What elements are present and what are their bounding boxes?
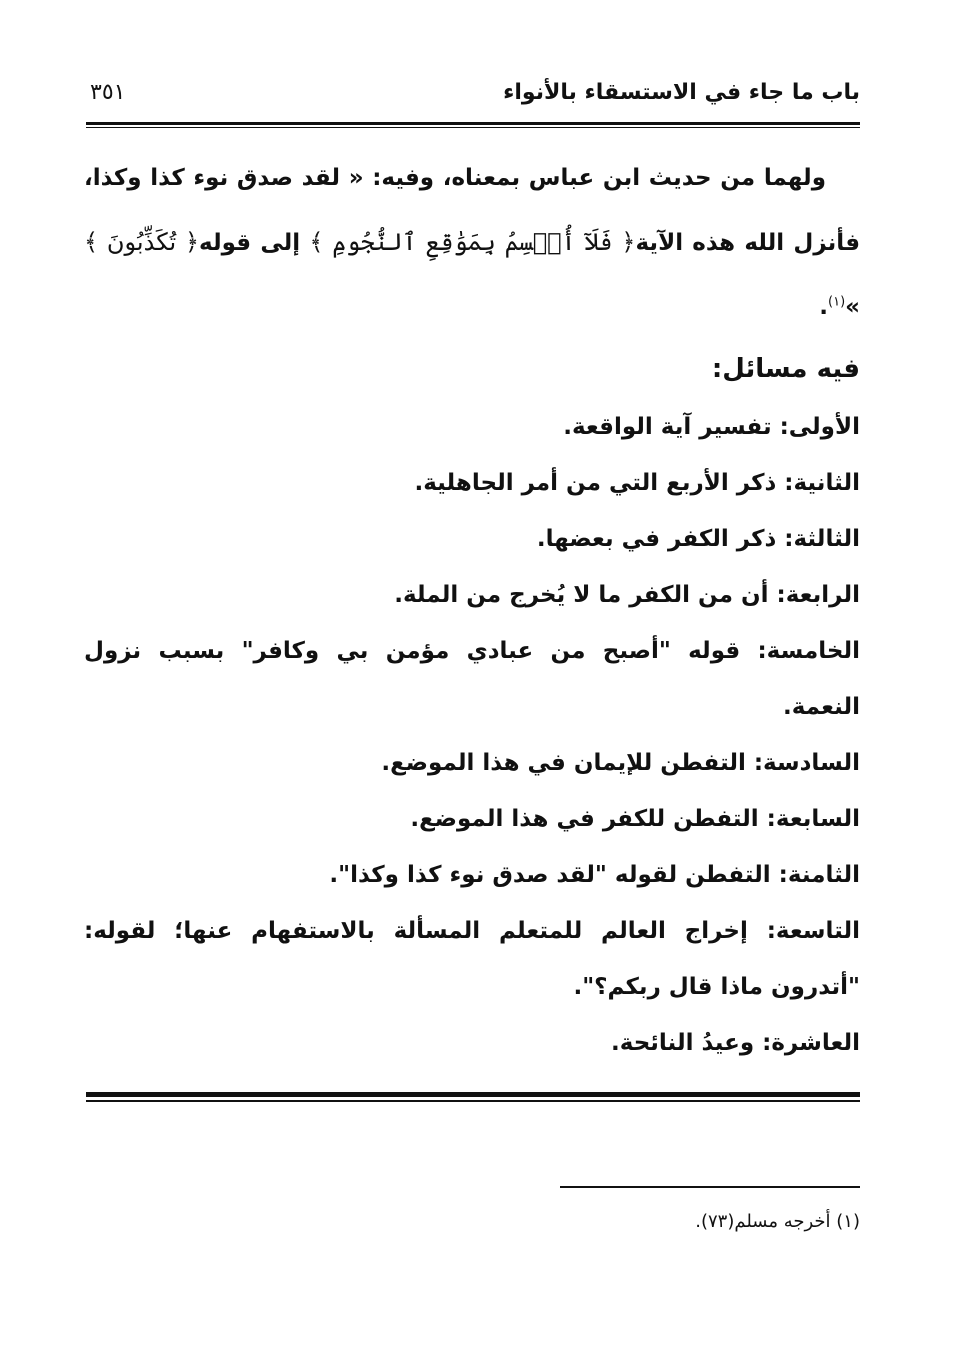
issue-item: السادسة: التفطن للإيمان في هذا الموضع.	[381, 750, 860, 776]
issue-item: الثالثة: ذكر الكفر في بعضها.	[536, 526, 860, 552]
chapter-title: باب ما جاء في الاستسقاء بالأنواء	[503, 80, 860, 105]
header-divider	[86, 122, 860, 128]
footnote-divider	[560, 1186, 860, 1188]
hadith-connector: إلى قوله	[199, 230, 310, 256]
issue-item: العاشرة: وعيدُ النائحة.	[611, 1030, 860, 1056]
footnote-reference: (١)	[828, 294, 846, 310]
issues-heading: فيه مسائل:	[711, 354, 860, 384]
issue-item: الثانية: ذكر الأربع التي من أمر الجاهلية.	[414, 470, 860, 496]
issue-item: التاسعة: إخراج العالم للمتعلم المسألة بالاستفهام عنها؛ لقوله: "أتدرون ماذا قال ربكم؟".	[84, 918, 860, 1000]
hadith-end: .	[819, 294, 828, 320]
issue-item: الأولى: تفسير آية الواقعة.	[563, 414, 860, 440]
issue-item: الثامنة: التفطن لقوله "لقد صدق نوء كذا وكذا".	[329, 862, 860, 888]
issues-list	[84, 399, 860, 1071]
content-end-divider	[86, 1092, 860, 1102]
quran-verse-2: ﴿ تُكَذِّبُونَ ﴾	[84, 228, 200, 256]
quran-verse-1: ﴿ فَلَآ أُقۡسِمُ بِمَوَٰقِعِ ٱلنُّجُومِ ﴾	[309, 228, 636, 256]
page-number: ٣٥١	[90, 80, 126, 105]
hadith-paragraph	[84, 146, 860, 339]
footnote: (١) أخرجه مسلم(٧٣).	[695, 1211, 860, 1232]
hadith-prose: ولهما من حديث ابن عباس بمعناه، وفيه: « لقد صدق نوء كذا وكذا، فأنزل الله هذه الآية	[84, 165, 860, 256]
page-body	[84, 146, 860, 1071]
issue-item: السابعة: التفطن للكفر في هذا الموضع.	[410, 806, 860, 832]
page-header	[86, 74, 860, 118]
issue-item: الخامسة: قوله "أصبح من عبادي مؤمن بي وكافر" بسبب نزول النعمة.	[84, 638, 860, 720]
issue-item: الرابعة: أن من الكفر ما لا يُخرج من الملة.	[394, 582, 860, 608]
hadith-closing: »	[845, 294, 860, 320]
